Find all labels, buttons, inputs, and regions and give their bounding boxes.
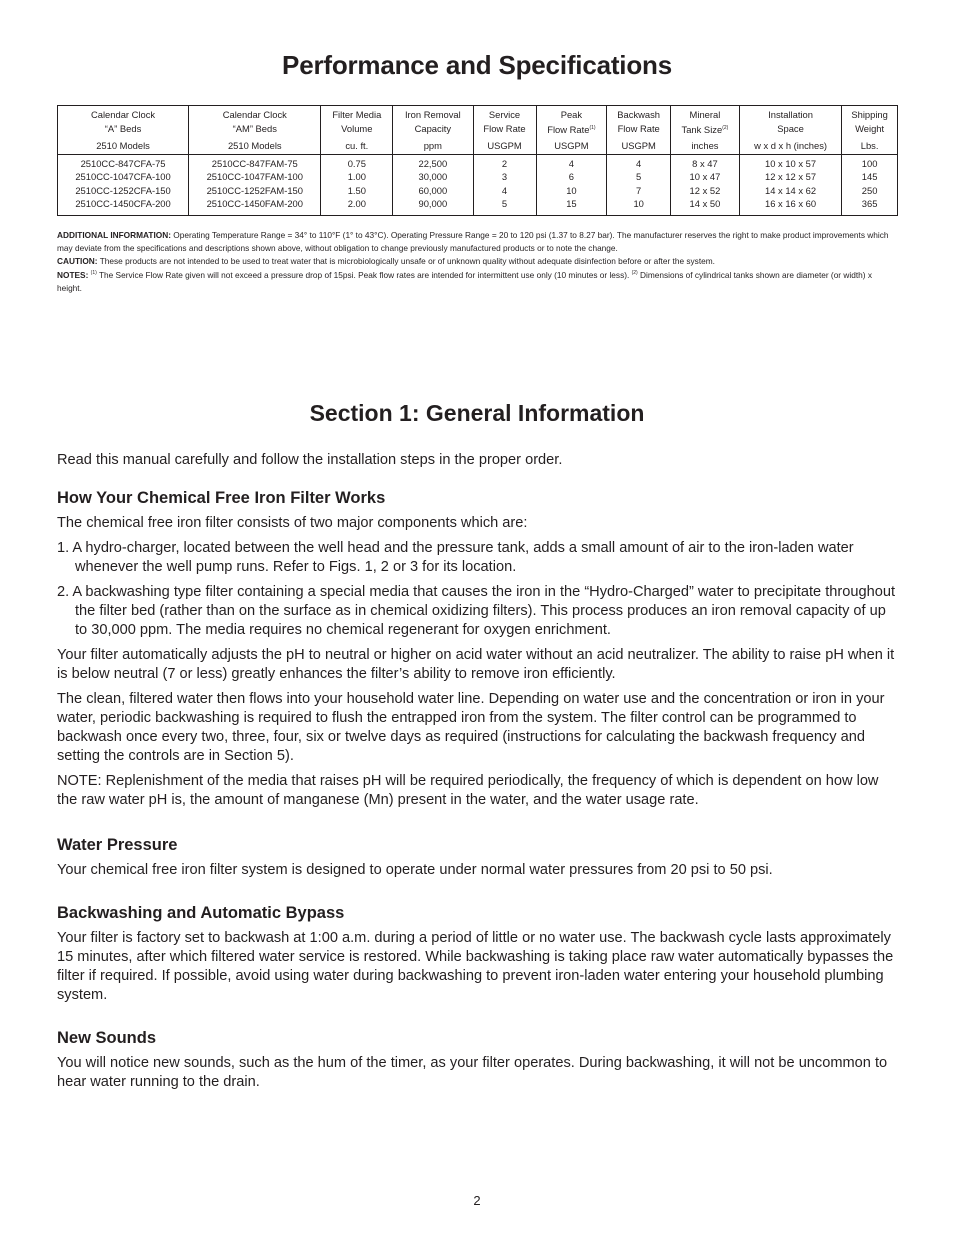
table-cell: 3	[473, 170, 536, 184]
table-cell: 5	[473, 197, 536, 215]
page-title: Performance and Specifications	[282, 50, 672, 80]
footnote-2-text: Dimensions of cylindrical tanks shown are diameter (or width) x height.	[57, 270, 872, 294]
header-line-2	[192, 122, 317, 136]
how-it-works-lead: The chemical free iron filter consists of two major components which are:	[57, 515, 528, 531]
page-number: 2	[473, 1193, 481, 1208]
units-cell: USGPM	[473, 136, 536, 154]
header-line-1: Service	[488, 109, 521, 120]
table-cell: 250	[842, 184, 898, 198]
header-line-2-text: Flow Rate	[617, 122, 660, 134]
units-row	[58, 136, 898, 154]
table-cell: 1.50	[321, 184, 393, 198]
new-sounds-heading: New Sounds	[57, 1029, 157, 1047]
ph-paragraph: Your filter automatically adjusts the pH to neutral or higher on acid water without an acid neutralizer. The ability to raise pH when it is below neutral (7 or less) greatly enhances the filter’s ability to remove iron efficiently.	[57, 647, 895, 682]
header-line-2	[845, 122, 894, 136]
table-cell: 10	[536, 184, 607, 198]
table-cell: 10 x 10 x 57	[739, 154, 841, 170]
footnote-1-marker: (1)	[90, 270, 97, 277]
header-line-2	[610, 122, 667, 136]
table-cell: 2510CC-1450FAM-200	[189, 197, 321, 215]
units-cell: USGPM	[536, 136, 607, 154]
footnote-marker: (1)	[589, 124, 596, 131]
table-cell: 0.75	[321, 154, 393, 170]
table-cell: 12 x 52	[671, 184, 740, 198]
table-cell: 2510CC-1252FAM-150	[189, 184, 321, 198]
header-line-2	[674, 122, 736, 137]
header-line-1: Filter Media	[332, 109, 382, 120]
table-cell: 90,000	[393, 197, 473, 215]
header-line-2	[477, 122, 533, 136]
table-row	[58, 184, 898, 198]
header-line-2-text: Tank Size	[681, 123, 723, 135]
header-cell	[473, 106, 536, 137]
units-cell: 2510 Models	[189, 136, 321, 154]
section-content	[57, 451, 899, 1098]
water-pressure-text: Your chemical free iron filter system is designed to operate under normal water pressures from 20 psi to 50 psi.	[57, 862, 773, 878]
additional-information-note	[57, 229, 899, 255]
header-line-2-text: Capacity	[414, 122, 452, 134]
header-line-2-text: Space	[777, 122, 804, 134]
table-cell: 15	[536, 197, 607, 215]
units-cell: USGPM	[607, 136, 671, 154]
table-cell: 16 x 16 x 60	[739, 197, 841, 215]
spec-notes	[57, 229, 899, 295]
table-cell: 2510CC-1047CFA-100	[75, 171, 171, 182]
table-cell: 145	[842, 170, 898, 184]
list-item: 1. A hydro-charger, located between the well head and the pressure tank, adds a small amount of air to the iron-laden water whenever the well pump runs. Refer to Figs. 1, 2 or 3 for its location.	[57, 540, 854, 575]
header-cell	[58, 106, 189, 137]
table-cell: 100	[842, 154, 898, 170]
intro-paragraph: Read this manual carefully and follow the installation steps in the proper order.	[57, 452, 563, 468]
footnote-2-marker: (2)	[631, 270, 638, 277]
table-cell: 2510CC-1450CFA-200	[75, 198, 171, 209]
header-line-2	[61, 122, 185, 136]
header-line-2	[743, 122, 838, 136]
section-title: Section 1: General Information	[309, 400, 645, 426]
header-cell	[739, 106, 841, 137]
header-line-1: Peak	[560, 109, 583, 120]
additional-information-label: ADDITIONAL INFORMATION:	[57, 230, 171, 240]
table-cell: 2510CC-1252CFA-150	[75, 184, 171, 196]
table-cell: 10 x 47	[671, 170, 740, 184]
header-line-2	[396, 122, 469, 136]
table-cell: 7	[607, 184, 671, 198]
backwashing-text: Your filter is factory set to backwash at 1:00 a.m. during a period of little or no water use. The backwash cycle lasts approximately 15 minutes, after which filtered water service is restored. While backwashing is taking place raw water automatically bypasses the filter if required. If possible, avoid using water during backwashing to prevent iron-laden water entering your household plumbing system.	[57, 930, 894, 1003]
header-line-2-text: Flow Rate	[547, 123, 590, 135]
table-row	[58, 170, 898, 184]
header-line-1: Shipping	[851, 109, 888, 120]
header-row	[58, 106, 898, 137]
header-cell	[607, 106, 671, 137]
table-cell: 8 x 47	[671, 154, 740, 170]
caution-label: CAUTION:	[57, 255, 98, 266]
header-line-2-text: “A” Beds	[104, 122, 142, 134]
table-cell: 4	[607, 154, 671, 170]
notes-label: NOTES:	[57, 270, 89, 281]
table-cell: 2	[473, 154, 536, 170]
table-cell: 5	[607, 170, 671, 184]
header-line-2-text: Volume	[341, 122, 373, 134]
header-line-1: Calendar Clock	[222, 109, 287, 120]
table-row	[58, 154, 898, 170]
units-cell: Lbs.	[842, 136, 898, 154]
table-cell: 10	[607, 197, 671, 215]
units-cell: ppm	[393, 136, 473, 154]
header-line-2	[540, 122, 604, 137]
additional-information-text: Operating Temperature Range = 34° to 110°F (1° to 43°C). Operating Pressure Range = 20 to 120 psi (1.37 to 8.27 bar). The manufacturer reserves the right to make product improvements which may deviate from the specifications and descriptions shown above, without obligation to change previously manufactured products or to note the change.	[57, 230, 889, 253]
header-line-1: Backwash	[617, 109, 661, 120]
header-line-1: Calendar Clock	[90, 109, 156, 120]
table-cell: 22,500	[393, 154, 473, 170]
caution-text: These products are not intended to be used to treat water that is microbiologically unsafe or of unknown quality without adequate disinfection before or after the system.	[97, 255, 715, 266]
table-cell: 4	[473, 184, 536, 198]
table-cell: 30,000	[393, 170, 473, 184]
media-note-paragraph: NOTE: Replenishment of the media that raises pH will be required periodically, the frequency of which is dependent on how low the raw water pH is, the amount of manganese (Mn) present in the water, and the water usage rate.	[57, 773, 879, 808]
header-line-2-text: Flow Rate	[483, 122, 526, 134]
header-line-1: Installation	[768, 109, 813, 120]
units-cell: 2510 Models	[96, 140, 150, 151]
header-cell	[842, 106, 898, 137]
backwash-frequency-paragraph: The clean, filtered water then flows into your household water line. Depending on water use and the concentration or iron in your water, periodic backwashing is required to flush the entrapped iron from the system. The filter control can be programmed to backwash once every two, three, four, six or twelve days as required (instructions for calculating the backwash frequency and setting the controls are in Section 5).	[57, 691, 885, 764]
table-cell: 2.00	[321, 197, 393, 215]
units-cell: cu. ft.	[321, 136, 393, 154]
water-pressure-heading: Water Pressure	[57, 836, 178, 854]
caution-note	[57, 255, 899, 268]
new-sounds-text: You will notice new sounds, such as the hum of the timer, as your filter operates. During backwashing, it will not be uncommon to hear water running to the drain.	[57, 1055, 888, 1090]
backwashing-heading: Backwashing and Automatic Bypass	[57, 904, 345, 922]
header-line-2-text: Weight	[855, 122, 885, 134]
components-list	[57, 539, 899, 640]
footnotes	[57, 267, 899, 295]
units-cell: w x d x h (inches)	[739, 136, 841, 154]
table-row	[58, 197, 898, 215]
table-cell: 2510CC-847CFA-75	[58, 154, 189, 170]
list-item: 2. A backwashing type filter containing a special media that causes the iron in the “Hydro-Charged” water to precipitate throughout the filter bed (rather than on the surface as in chemical oxidizing filters). This process produces an iron removal capacity of up to 30,000 ppm. The media requires no chemical regenerant for oxygen enrichment.	[57, 584, 895, 638]
table-cell: 2510CC-1047FAM-100	[189, 170, 321, 184]
table-cell: 365	[842, 197, 898, 215]
table-cell: 12 x 12 x 57	[739, 170, 841, 184]
header-cell	[393, 106, 473, 137]
header-line-1: Mineral	[689, 109, 721, 120]
table-cell: 14 x 50	[671, 197, 740, 215]
header-cell	[536, 106, 607, 137]
specifications-table	[57, 105, 898, 216]
header-line-2	[324, 122, 389, 136]
header-cell	[189, 106, 321, 137]
header-cell	[321, 106, 393, 137]
footnote-1-text: The Service Flow Rate given will not exceed a pressure drop of 15psi. Peak flow rates are intended for intermittent use only (10 minutes or less).	[96, 270, 632, 281]
header-line-1: Iron Removal	[404, 109, 461, 120]
table-cell: 14 x 14 x 62	[739, 184, 841, 198]
header-cell	[671, 106, 740, 137]
table-cell: 1.00	[321, 170, 393, 184]
table-cell: 4	[536, 154, 607, 170]
how-it-works-heading: How Your Chemical Free Iron Filter Works	[57, 489, 386, 507]
table-cell: 60,000	[393, 184, 473, 198]
header-line-2-text: “AM” Beds	[232, 122, 277, 134]
units-cell: inches	[671, 136, 740, 154]
table-cell: 6	[536, 170, 607, 184]
table-cell: 2510CC-847FAM-75	[189, 154, 321, 170]
footnote-marker: (2)	[722, 124, 729, 131]
